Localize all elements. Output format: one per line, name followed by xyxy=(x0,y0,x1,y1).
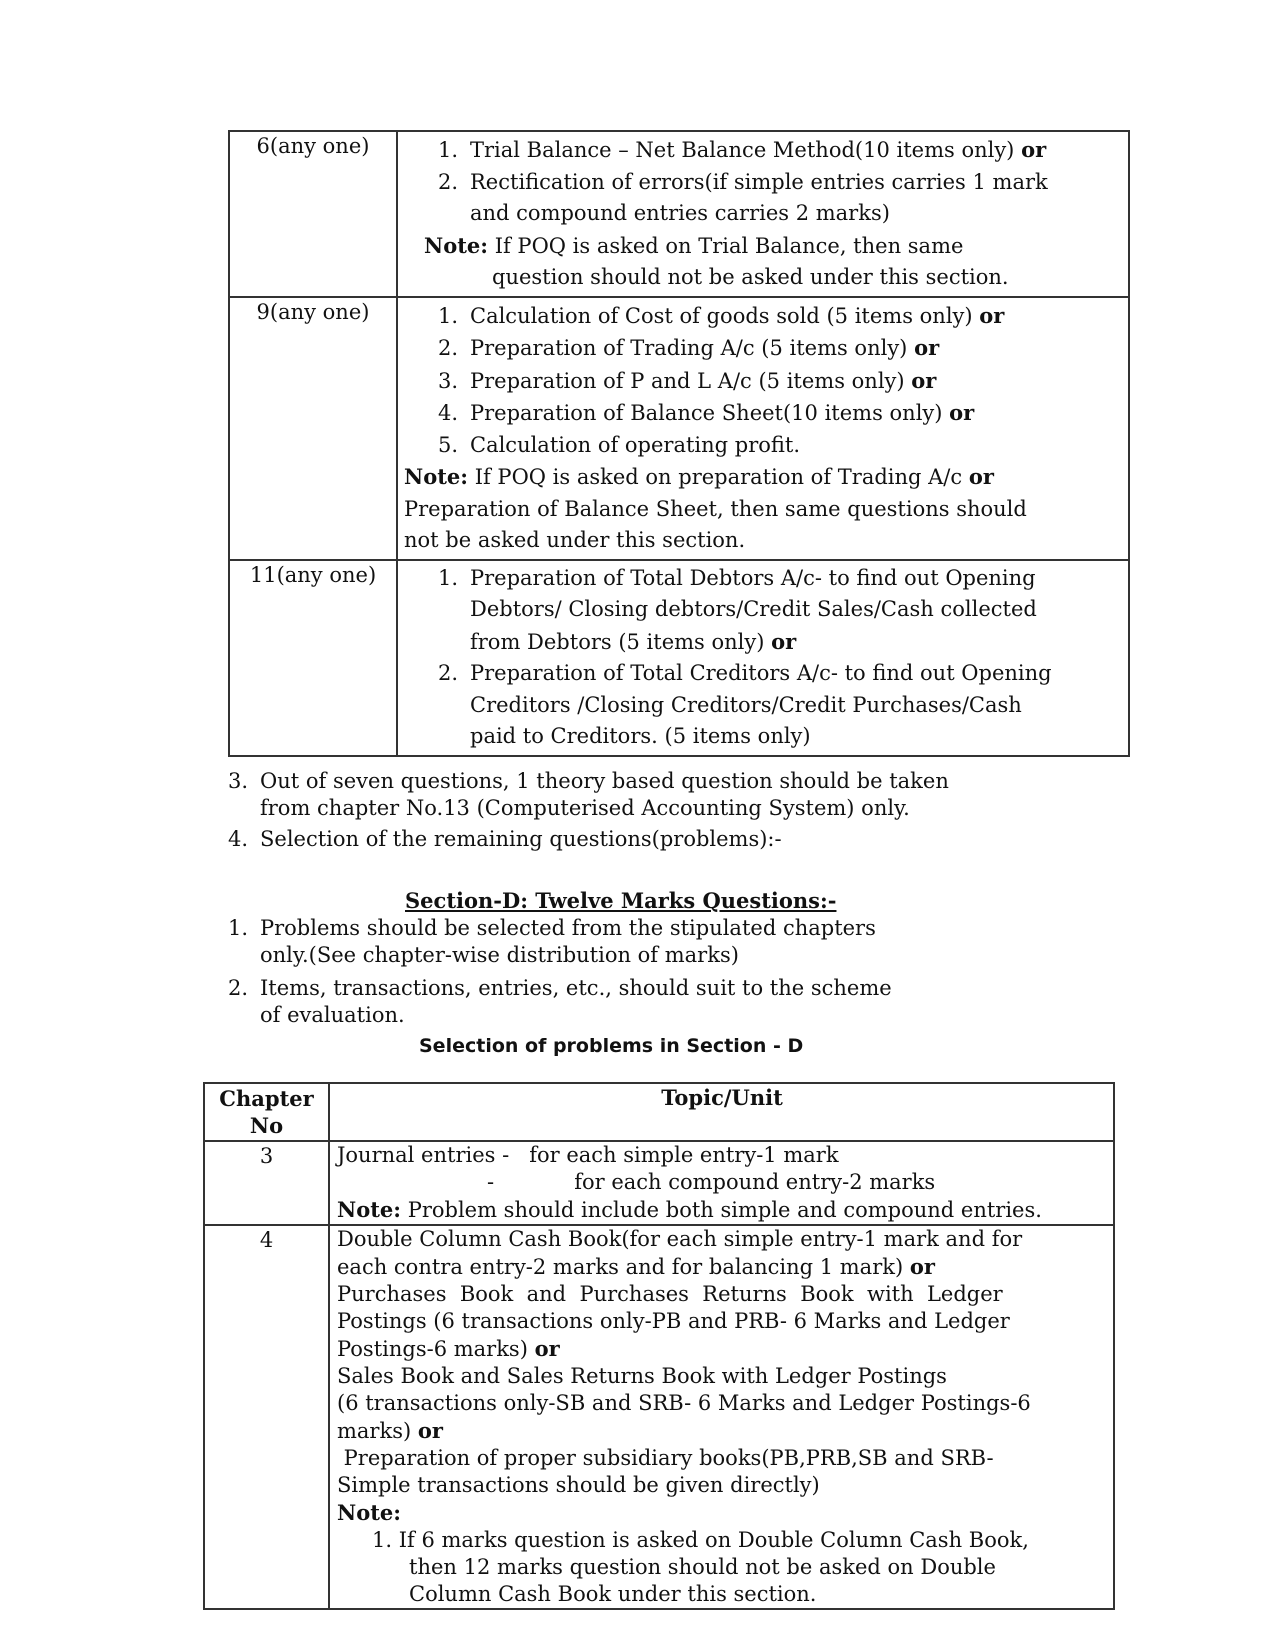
item-text: Preparation of P and L A/c (5 items only) xyxy=(470,368,905,393)
item-text: Preparation of Total Debtors A/c- to find out Opening xyxy=(470,565,1036,590)
question-number-cell xyxy=(229,560,397,756)
list-item xyxy=(438,134,1122,167)
item-text: Items, transactions, entries, etc., should suit to the scheme xyxy=(260,976,892,1000)
item-text: Calculation of operating profit. xyxy=(470,432,801,457)
table-row xyxy=(204,1225,1114,1609)
topic-cell xyxy=(397,560,1129,756)
list-item-continued: from chapter No.13 (Computerised Accounting System) only. xyxy=(260,796,910,820)
or-label: or xyxy=(909,1254,935,1279)
question-number: 9(any one) xyxy=(256,299,370,324)
chapter-header-cell xyxy=(204,1083,329,1141)
question-number: 6(any one) xyxy=(256,134,370,158)
or-label: or xyxy=(1021,137,1047,162)
item-number: 3. xyxy=(228,769,249,793)
table-row xyxy=(229,297,1129,560)
note-text: If POQ is asked on preparation of Trading A/c xyxy=(468,465,969,489)
topic-line: Purchases Book and Purchases Returns Book with Ledger xyxy=(337,1282,1003,1306)
list-item-continued: Debtors/ Closing debtors/Credit Sales/Cash collected xyxy=(470,597,1037,621)
note-text: If POQ is asked on Trial Balance, then same xyxy=(488,233,964,258)
or-label: or xyxy=(914,335,940,360)
note-continued: not be asked under this section. xyxy=(404,528,746,552)
item-number: 1. xyxy=(438,303,459,328)
item-number: 1. xyxy=(228,916,249,940)
table-header-row xyxy=(204,1083,1114,1141)
topic-line: Preparation of proper subsidiary books(PB,PRB,SB and SRB- xyxy=(337,1446,994,1470)
topic-line xyxy=(337,1417,1107,1445)
note-text: Problem should include both simple and compound entries. xyxy=(401,1198,1042,1222)
note xyxy=(404,461,1122,494)
note xyxy=(424,230,1122,263)
topic-cell xyxy=(397,131,1129,297)
topic-cell xyxy=(397,297,1129,560)
chapter-number: 3 xyxy=(259,1144,274,1168)
item-text: Problems should be selected from the stipulated chapters xyxy=(260,916,876,940)
topic-line: (6 transactions only-SB and SRB- 6 Marks and Ledger Postings-6 xyxy=(337,1391,1031,1415)
list-item xyxy=(438,658,1122,690)
list-item xyxy=(438,365,1122,398)
item-number: 4. xyxy=(438,401,459,425)
topic-cell xyxy=(329,1225,1114,1609)
chapter-number: 4 xyxy=(259,1228,274,1252)
list-item xyxy=(228,826,949,853)
topic-line: Simple transactions should be given directly) xyxy=(337,1473,820,1497)
item-text: Preparation of Trading A/c (5 items only) xyxy=(470,336,908,360)
note-continued: Preparation of Balance Sheet, then same questions should xyxy=(404,496,1027,521)
item-number: 2. xyxy=(228,976,249,1000)
column-header: No xyxy=(249,1113,284,1138)
topic-line xyxy=(337,1335,1107,1363)
table-row xyxy=(229,560,1129,756)
item-number: 2. xyxy=(438,661,459,685)
topic-cell xyxy=(329,1141,1114,1225)
column-header: Chapter xyxy=(219,1086,314,1111)
chapter-cell xyxy=(204,1225,329,1609)
list-item xyxy=(438,167,1122,199)
section-title: Section-D: Twelve Marks Questions:- xyxy=(405,888,837,913)
list-item-continued: and compound entries carries 2 marks) xyxy=(470,201,890,225)
note xyxy=(337,1196,1107,1224)
note-line: 1. If 6 marks question is asked on Double Column Cash Book, xyxy=(372,1528,1029,1552)
table-row xyxy=(229,131,1129,297)
or-label: or xyxy=(534,1336,560,1361)
column-header: Topic/Unit xyxy=(661,1085,783,1110)
list-item xyxy=(228,915,892,942)
chapter-topic-table xyxy=(203,1082,1115,1610)
item-text: Calculation of Cost of goods sold (5 items only) xyxy=(470,303,973,328)
item-number: 1. xyxy=(438,565,459,590)
question-number-cell xyxy=(229,297,397,560)
item-text: Rectification of errors(if simple entries carries 1 mark xyxy=(470,169,1048,194)
item-number: 2. xyxy=(438,169,459,194)
list-item-continued: Creditors /Closing Creditors/Credit Purchases/Cash xyxy=(470,692,1022,717)
chapter-cell xyxy=(204,1141,329,1225)
or-label: or xyxy=(949,400,975,425)
note-label: Note: xyxy=(424,232,489,258)
list-item xyxy=(438,430,1122,462)
item-number: 5. xyxy=(438,432,459,457)
item-number: 1. xyxy=(438,138,459,162)
instructions-list xyxy=(228,768,949,853)
list-item-continued: paid to Creditors. (5 items only) xyxy=(470,724,811,748)
note-line: Column Cash Book under this section. xyxy=(409,1582,817,1606)
list-item xyxy=(438,332,1122,365)
topic-text: each contra entry-2 marks and for balancing 1 mark) xyxy=(337,1255,910,1279)
item-number: 2. xyxy=(438,336,459,360)
topic-line xyxy=(337,1253,1107,1281)
note-label: Note: xyxy=(337,1500,402,1525)
item-text: Preparation of Balance Sheet(10 items only) xyxy=(470,401,943,425)
topic-line: Postings (6 transactions only-PB and PRB- 6 Marks and Ledger xyxy=(337,1309,1010,1333)
topic-text: marks) xyxy=(337,1419,418,1443)
note-label: Note: xyxy=(404,464,469,489)
or-label: or xyxy=(771,628,797,654)
or-label: or xyxy=(968,464,994,489)
or-label: or xyxy=(979,302,1005,328)
list-item xyxy=(438,397,1122,430)
list-item xyxy=(228,975,892,1002)
question-selection-table xyxy=(228,130,1130,757)
topic-line: Journal entries - for each simple entry-1 mark xyxy=(337,1143,839,1167)
item-text: Selection of the remaining questions(problems):- xyxy=(260,827,782,851)
note-label: Note: xyxy=(337,1197,402,1222)
topic-line: - for each compound entry-2 marks xyxy=(487,1170,936,1194)
item-number: 4. xyxy=(228,827,249,851)
list-item-continued: only.(See chapter-wise distribution of marks) xyxy=(260,943,739,967)
or-label: or xyxy=(417,1418,443,1443)
list-item-continued xyxy=(438,626,1122,659)
topic-line: Double Column Cash Book(for each simple entry-1 mark and for xyxy=(337,1227,1023,1251)
topic-text: Postings-6 marks) xyxy=(337,1337,535,1361)
or-label: or xyxy=(911,367,937,393)
item-text: Trial Balance – Net Balance Method(10 items only) xyxy=(470,138,1015,162)
topic-line: Sales Book and Sales Returns Book with Ledger Postings xyxy=(337,1364,947,1388)
list-item-continued: of evaluation. xyxy=(260,1003,405,1027)
note-continued: question should not be asked under this section. xyxy=(492,265,1009,289)
item-number: 3. xyxy=(438,368,459,393)
item-text: Preparation of Total Creditors A/c- to find out Opening xyxy=(470,661,1052,685)
question-number-cell xyxy=(229,131,397,297)
item-text: from Debtors (5 items only) xyxy=(470,629,765,654)
sub-heading: Selection of problems in Section - D xyxy=(419,1035,804,1057)
list-item xyxy=(438,563,1122,595)
item-text: Out of seven questions, 1 theory based question should be taken xyxy=(260,769,949,793)
table-row xyxy=(204,1141,1114,1225)
note-line: then 12 marks question should not be asked on Double xyxy=(409,1555,996,1579)
list-item xyxy=(228,768,949,795)
note-label-line xyxy=(337,1499,1107,1527)
section-instructions xyxy=(228,915,892,1029)
question-number: 11(any one) xyxy=(249,562,377,587)
topic-header-cell xyxy=(329,1083,1114,1141)
list-item xyxy=(438,300,1122,333)
